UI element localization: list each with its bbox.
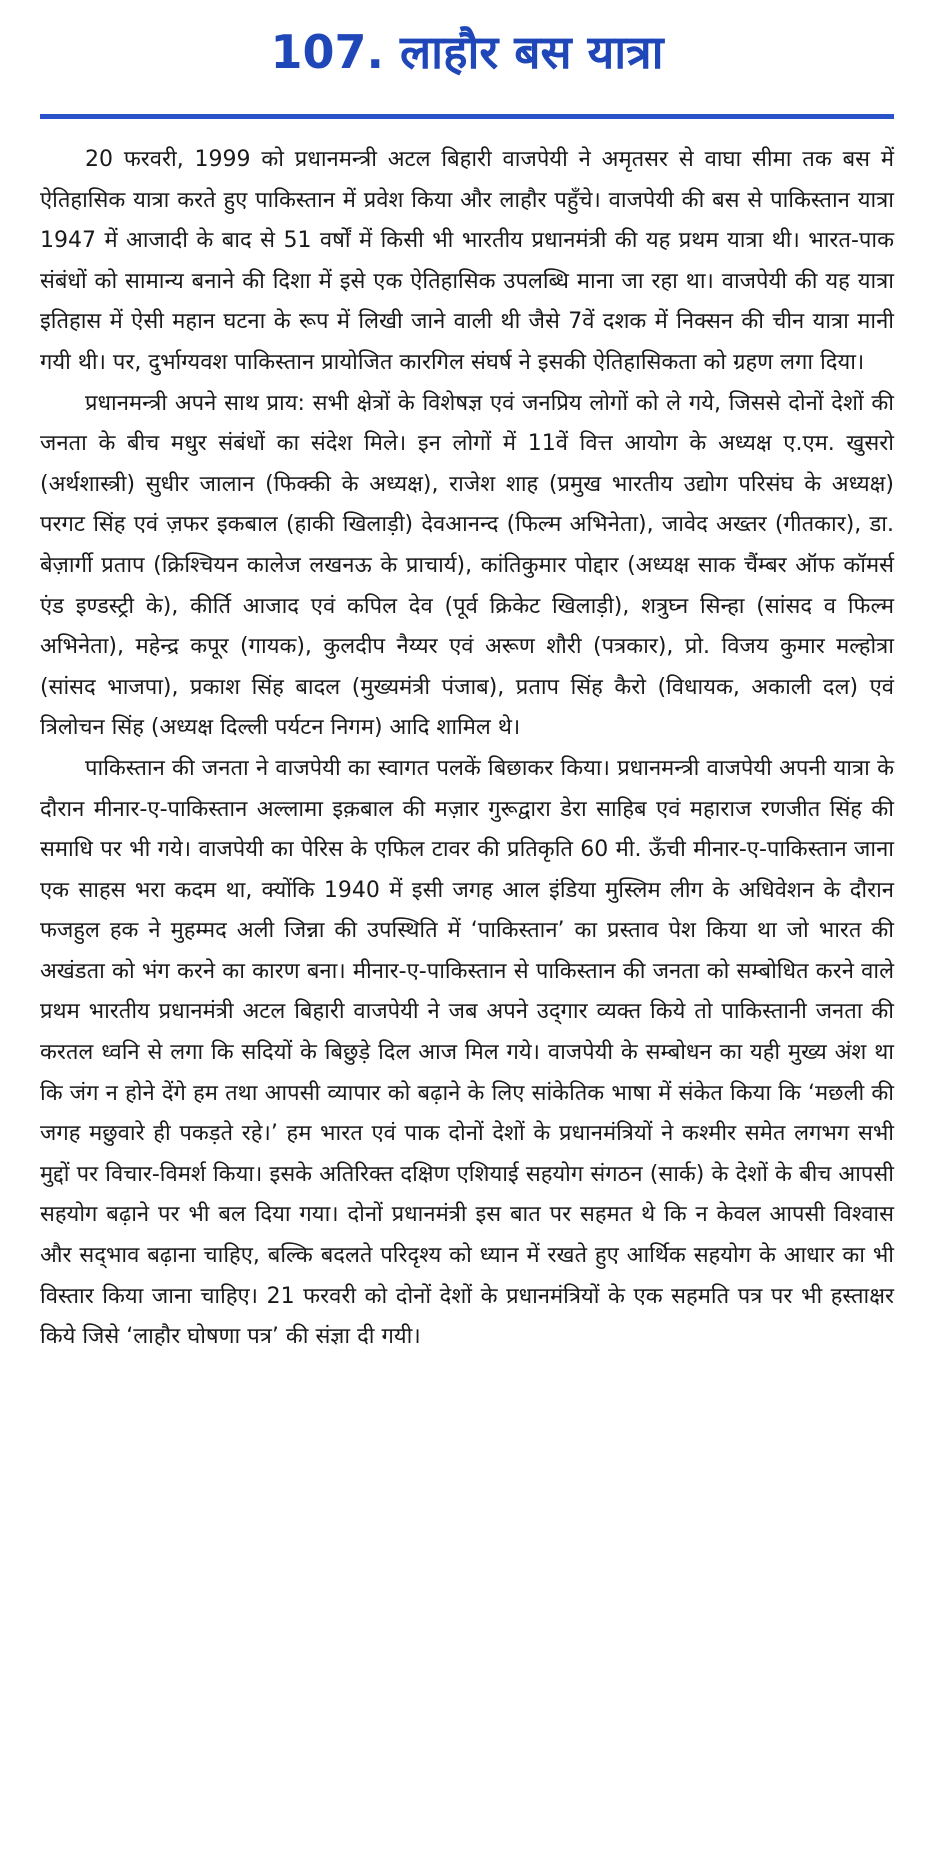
- article-body: [40, 140, 894, 1358]
- paragraph-intro: 20 फरवरी, 1999 को प्रधानमन्त्री अटल बिहारी वाजपेयी ने अमृतसर से वाघा सीमा तक बस में ऐतिहासिक यात्रा करते हुए पाकिस्तान में प्रवेश किया और लाहौर पहुँचे। वाजपेयी की बस से पाकिस्तान यात्रा 1947 में आजादी के बाद से 51 वर्षों में किसी भी भारतीय प्रधानमंत्री की यह प्रथम यात्रा थी। भारत-पाक संबंधों को सामान्य बनाने की दिशा में इसे एक ऐतिहासिक उपलब्धि माना जा रहा था। वाजपेयी की यह यात्रा इतिहास में ऐसी महान घटना के रूप में लिखी जाने वाली थी जैसे 7वें दशक में निक्सन की चीन यात्रा मानी गयी थी। पर, दुर्भाग्यवश पाकिस्तान प्रायोजित कारगिल संघर्ष ने इसकी ऐतिहासिकता को ग्रहण लगा दिया।: [40, 147, 894, 375]
- page-title: 107. लाहौर बस यात्रा: [270, 25, 664, 79]
- paragraph-delegation: प्रधानमन्त्री अपने साथ प्राय: सभी क्षेत्रों के विशेषज्ञ एवं जनप्रिय लोगों को ले गये, जिससे दोनों देशों की जनता के बीच मधुर संबंधों का संदेश मिले। इन लोगों में 11वें वित्त आयोग के अध्यक्ष ए.एम. खुसरो (अर्थशास्त्री) सुधीर जालान (फिक्की के अध्यक्ष), राजेश शाह (प्रमुख भारतीय उद्योग परिसंघ के अध्यक्ष) परगट सिंह एवं ज़फर इकबाल (हाकी खिलाड़ी) देवआनन्द (फिल्म अभिनेता), जावेद अख्तर (गीतकार), डा. बेज़ार्गी प्रताप (क्रिश्चियन कालेज लखनऊ के प्राचार्य), कांतिकुमार पोद्दार (अध्यक्ष साक चैंम्बर ऑफ कॉमर्स एंड इण्डस्ट्री के), कीर्ति आजाद एवं कपिल देव (पूर्व क्रिकेट खिलाड़ी), शत्रुघ्न सिन्हा (सांसद व फिल्म अभिनेता), महेन्द्र कपूर (गायक), कुलदीप नैय्यर एवं अरूण शौरी (पत्रकार), प्रो. विजय कुमार मल्होत्रा (सांसद भाजपा), प्रकाश सिंह बादल (मुख्यमंत्री पंजाब), प्रताप सिंह कैरो (विधायक, अकाली दल) एवं त्रिलोचन सिंह (अध्यक्ष दिल्ली पर्यटन निगम) आदि शामिल थे।: [40, 390, 894, 741]
- paragraph-welcome: पाकिस्तान की जनता ने वाजपेयी का स्वागत पलकें बिछाकर किया। प्रधानमन्त्री वाजपेयी अपनी यात्रा के दौरान मीनार-ए-पाकिस्तान अल्लामा इक़बाल की मज़ार गुरूद्वारा डेरा साहिब एवं महाराज रणजीत सिंह की समाधि पर भी गये। वाजपेयी का पेरिस के एफिल टावर की प्रतिकृति 60 मी. ऊँची मीनार-ए-पाकिस्तान जाना एक साहस भरा कदम था, क्योंकि 1940 में इसी जगह आल इंडिया मुस्लिम लीग के अधिवेशन के दौरान फजहुल हक ने मुहम्मद अली जिन्ना की उपस्थिति में ‘पाकिस्तान’ का प्रस्ताव पेश किया था जो भारत की अखंडता को भंग करने का कारण बना। मीनार-ए-पाकिस्तान से पाकिस्तान की जनता को सम्बोधित करने वाले प्रथम भारतीय प्रधानमंत्री अटल बिहारी वाजपेयी ने जब अपने उद्‌गार व्यक्त किये तो पाकिस्तानी जनता की करतल ध्वनि से लगा कि सदियों के बिछुड़े दिल आज मिल गये। वाजपेयी के सम्बोधन का यही मुख्य अंश था कि जंग न होने देंगे हम तथा आपसी व्यापार को बढ़ाने के लिए सांकेतिक भाषा में संकेत किया कि ‘मछली की जगह मछुवारे ही पकड़ते रहे।’ हम भारत एवं पाक दोनों देशों के प्रधानमंत्रियों ने कश्मीर समेत लगभग सभी मुद्दों पर विचार-विमर्श किया। इसके अतिरिक्त दक्षिण एशियाई सहयोग संगठन (सार्क) के देशों के बीच आपसी सहयोग बढ़ाने पर भी बल दिया गया। दोनों प्रधानमंत्री इस बात पर सहमत थे कि न केवल आपसी विश्वास और सद्‌भाव बढ़ाना चाहिए, बल्कि बदलते परिदृश्य को ध्यान में रखते हुए आर्थिक सहयोग के आधार का भी विस्तार किया जाना चाहिए। 21 फरवरी को दोनों देशों के प्रधानमंत्रियों के एक सहमति पत्र पर भी हस्ताक्षर किये जिसे ‘लाहौर घोषणा पत्र’ की संज्ञा दी गयी।: [40, 755, 894, 1350]
- title-underline-divider: [40, 114, 894, 119]
